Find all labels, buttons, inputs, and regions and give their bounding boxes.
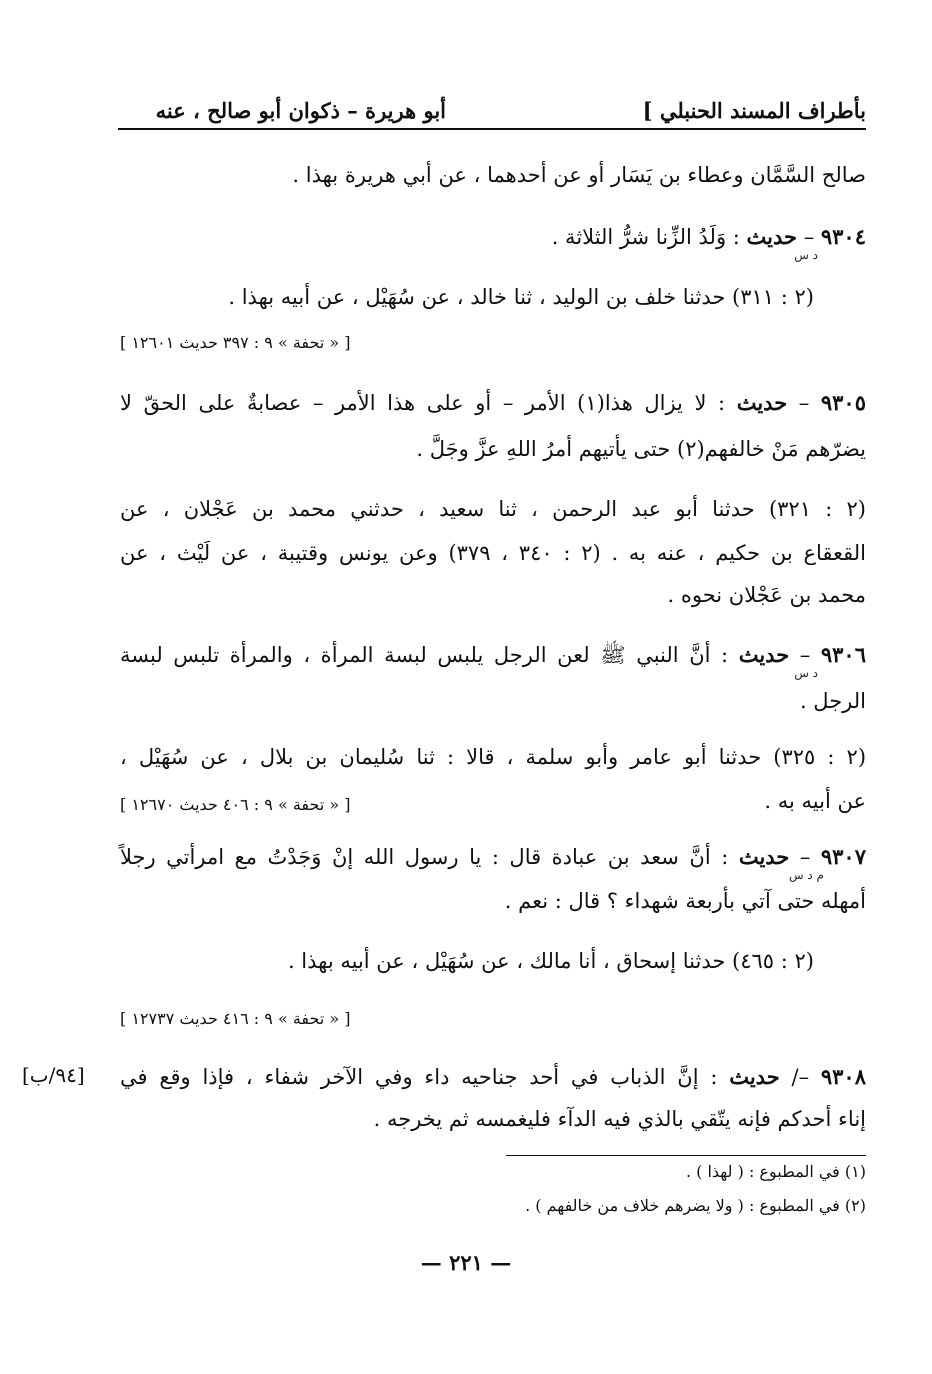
- hadith-9306-line-1: ٩٣٠٦ – حديث : أنَّ النبي ﷺ لعن الرجل يلبس لبسة المرأة ، والمرأة تلبس لبسة: [120, 642, 866, 667]
- hadith-9308-line-1: ٩٣٠٨ –/ حديث : إنَّ الذباب في أحد جناحيه داء وفي الآخر شفاء ، فإذا وقع في: [120, 1064, 866, 1089]
- hadith-number: ٩٣٠٤: [820, 224, 866, 249]
- running-header: [118, 94, 866, 130]
- hadith-9304-line-1: ٩٣٠٤ – حديث : وَلَدُ الزِّنا شرُّ الثلاثة .: [551, 224, 866, 249]
- hadith-9304-tuhfa: [ « تحفة » ٩ : ٣٩٧ حديث ١٢٦٠١ ]: [120, 333, 351, 352]
- hadith-label: حديث: [738, 642, 790, 667]
- hadith-label: حديث: [738, 844, 790, 869]
- hadith-label: حديث: [746, 224, 798, 249]
- hadith-number: ٩٣٠٨: [820, 1064, 866, 1089]
- hadith-9305-line-2: يضرّهم مَنْ خالفهم(٢) حتى يأتيهم أمرُ اللهِ عزَّ وجَلَّ .: [416, 437, 866, 461]
- hadith-9307-sign: م د س: [788, 868, 824, 882]
- hadith-number: ٩٣٠٧: [820, 844, 866, 869]
- hadith-label: حديث: [736, 390, 788, 415]
- hadith-9307-line-2: أمهله حتى آتي بأربعة شهداء ؟ قال : نعم .: [504, 889, 866, 913]
- page-number: — ٢٢١ —: [420, 1250, 512, 1275]
- hadith-9305-line-1: ٩٣٠٥ – حديث : لا يزال هذا(١) الأمر – أو على هذا الأمر – عصابةٌ على الحقّ لا: [120, 390, 866, 415]
- footnote-divider: [506, 1155, 866, 1156]
- hadith-text: : وَلَدُ الزِّنا شرُّ الثلاثة .: [551, 225, 747, 249]
- footnote-2: (٢) في المطبوع : ( ولا يضرهم خلاف من خالفهم ) .: [525, 1196, 866, 1215]
- intro-line: صالح السَّمَّان وعطاء بن يَسَار أو عن أحدهما ، عن أبي هريرة بهذا .: [292, 163, 866, 187]
- hadith-9304-source: (٢ : ٣١١) حدثنا خلف بن الوليد ، ثنا خالد ، عن سُهَيْل ، عن أبيه بهذا .: [228, 285, 814, 309]
- header-chapter-title: أبو هريرة – ذكوان أبو صالح ، عنه: [155, 98, 446, 123]
- hadith-9306-tuhfa: [ « تحفة » ٩ : ٤٠٦ حديث ١٢٦٧٠ ]: [120, 795, 351, 814]
- hadith-9307-tuhfa: [ « تحفة » ٩ : ٤١٦ حديث ١٢٧٣٧ ]: [120, 1009, 351, 1028]
- hadith-9308-line-2: إناء أحدكم فإنه يتّقي بالذي فيه الدآء فليغمسه ثم يخرجه .: [373, 1107, 866, 1131]
- hadith-text: : إنَّ الذباب في أحد جناحيه داء وفي الآخر شفاء ، فإذا وقع في: [120, 1065, 730, 1089]
- hadith-9305-source-3: محمد بن عَجْلان نحوه .: [667, 583, 866, 607]
- hadith-9306-source-1: (٢ : ٣٢٥) حدثنا أبو عامر وأبو سلمة ، قالا : ثنا سُليمان بن بلال ، عن سُهَيْل ،: [120, 745, 867, 769]
- footnote-1: (١) في المطبوع : ( لهذا ) .: [685, 1162, 866, 1181]
- hadith-text: : لا يزال هذا(١) الأمر – أو على هذا الأمر – عصابةٌ على الحقّ لا: [120, 391, 737, 415]
- hadith-number: ٩٣٠٦: [820, 642, 866, 667]
- hadith-text: : أنَّ النبي ﷺ لعن الرجل يلبس لبسة المرأة ، والمرأة تلبس لبسة: [120, 643, 739, 667]
- hadith-text: : أنَّ سعد بن عبادة قال : يا رسول الله إنْ وَجَدْتُ مع امرأتي رجلاً: [120, 845, 739, 869]
- hadith-9305-source-1: (٢ : ٣٢١) حدثنا أبو عبد الرحمن ، ثنا سعيد ، حدثني محمد بن عَجْلان ، عن: [120, 497, 866, 521]
- hadith-9304-sign: د س: [794, 248, 818, 262]
- hadith-9307-source: (٢ : ٤٦٥) حدثنا إسحاق ، أنا مالك ، عن سُهَيْل ، عن أبيه بهذا .: [287, 949, 814, 973]
- hadith-number: ٩٣٠٥: [820, 390, 866, 415]
- hadith-9306-line-2: الرجل .: [799, 689, 866, 713]
- hadith-9306-source-2: عن أبيه به .: [764, 789, 866, 813]
- hadith-9305-source-2: القعقاع بن حكيم ، عنه به . (٢ : ٣٤٠ ، ٣٧٩) وعن يونس وقتيبة ، عن لَيْث ، عن: [120, 541, 866, 565]
- header-book-title: بأطراف المسند الحنبلي ]: [642, 98, 866, 123]
- hadith-label: حديث: [729, 1064, 780, 1089]
- margin-folio-note: [٩٤/ب]: [22, 1063, 85, 1087]
- hadith-9306-sign: د س: [794, 666, 818, 680]
- hadith-9307-line-1: ٩٣٠٧ – حديث : أنَّ سعد بن عبادة قال : يا رسول الله إنْ وَجَدْتُ مع امرأتي رجلاً: [120, 844, 866, 869]
